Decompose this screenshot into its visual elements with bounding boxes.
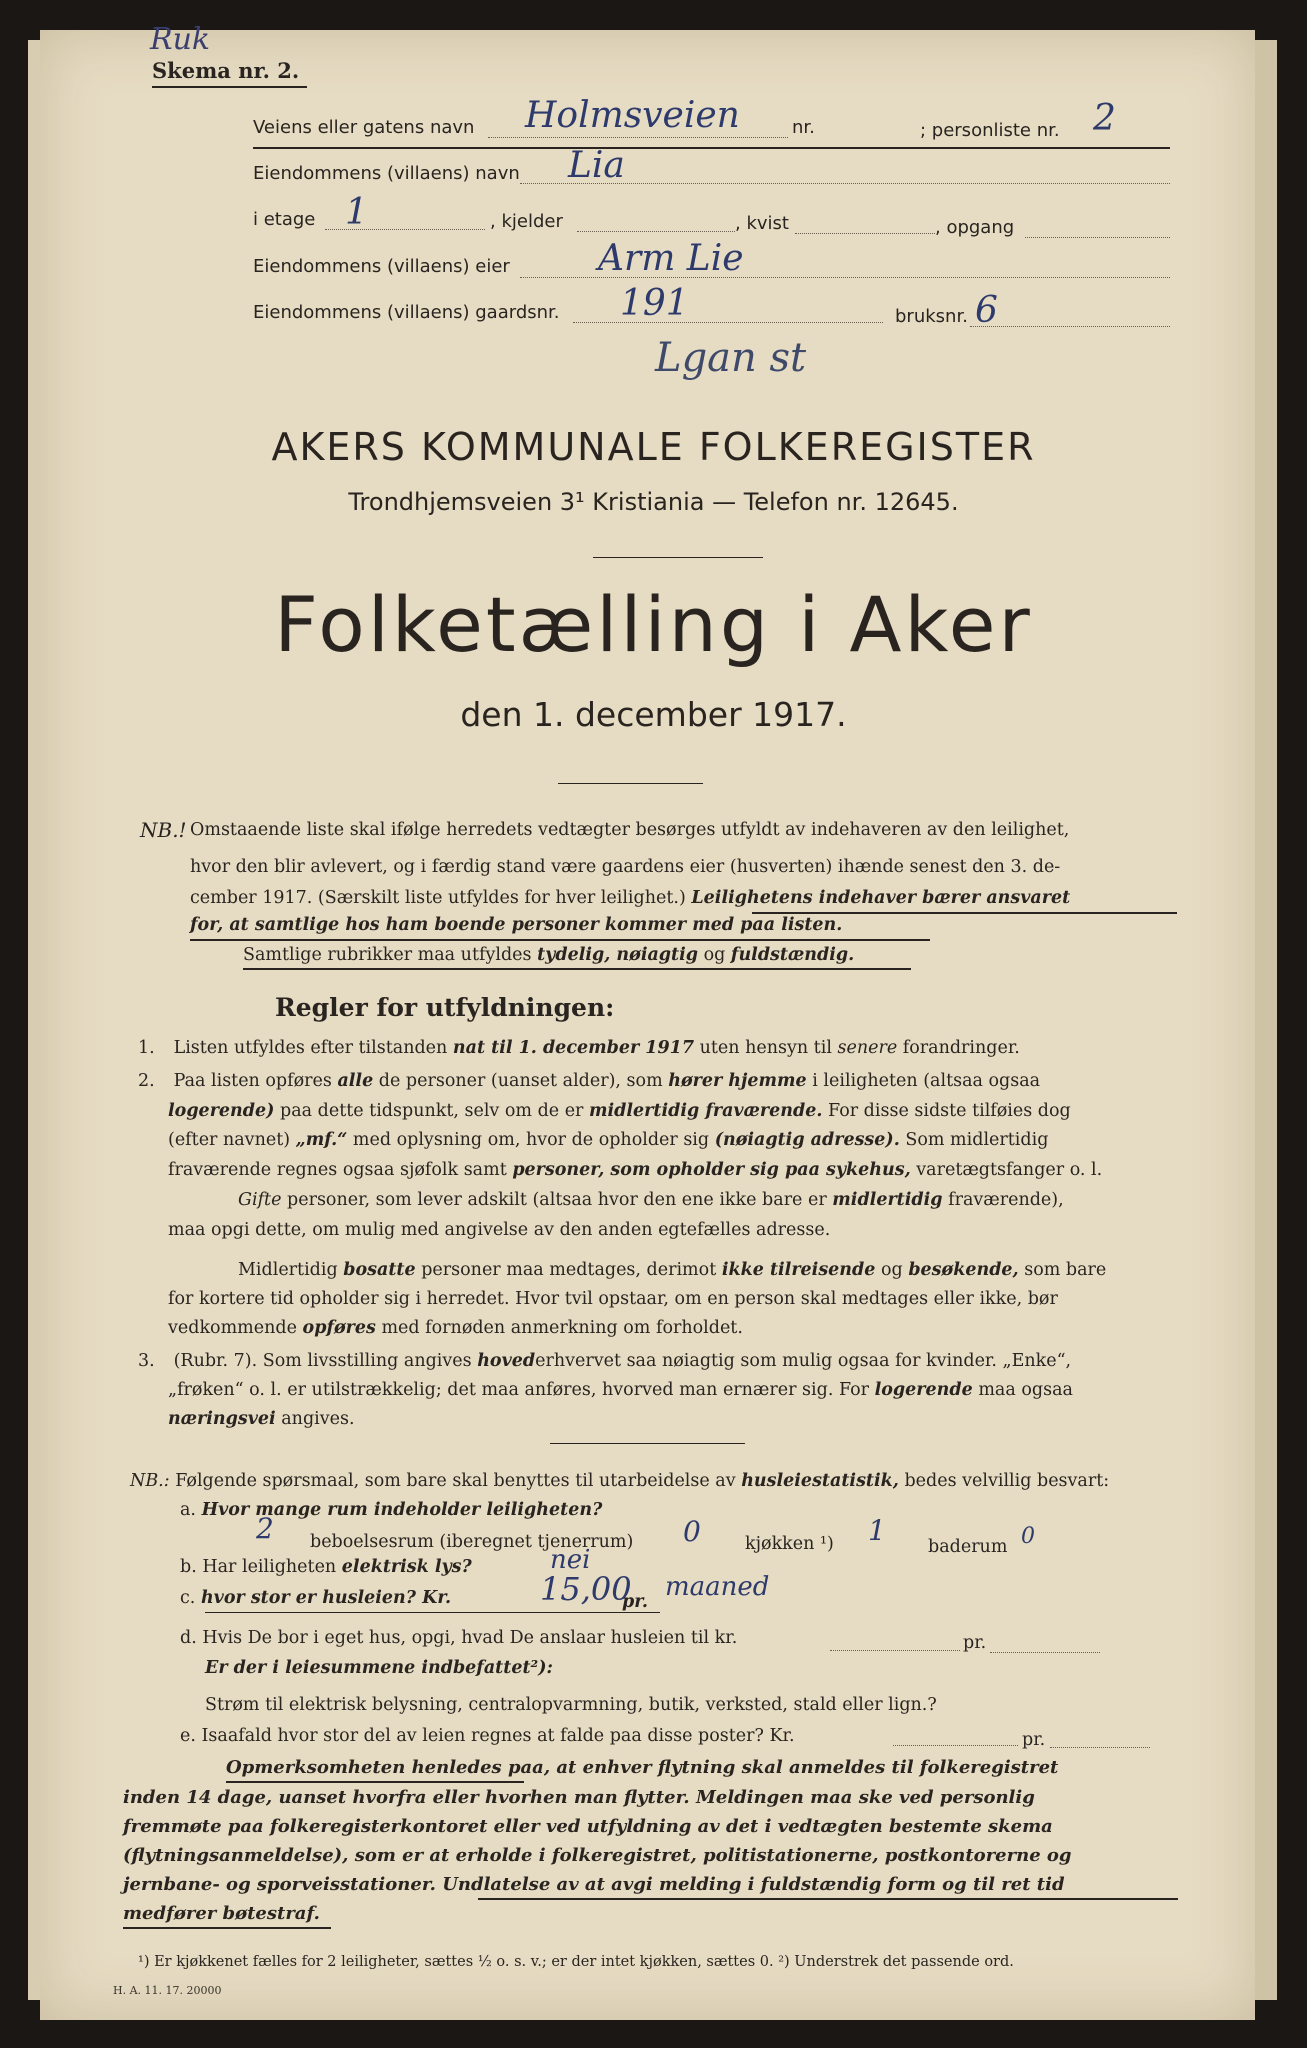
question-d-list: Strøm til elektrisk belysning, centralopvarmning, butik, verksted, stald eller lign.? (205, 1695, 937, 1715)
question-d-text: Hvis De bor i eget hus, opgi, hvad De anslaar husleien til kr. (202, 1628, 738, 1648)
question-d-pr-dots (990, 1652, 1100, 1653)
notice-line6: medfører bøtestraf. (123, 1903, 320, 1924)
owner-value: Arm Lie (598, 238, 744, 279)
owner-label: Eiendommens (villaens) eier (253, 256, 510, 277)
rent-value: 15,00 (540, 1570, 632, 1608)
bruksnr-value: 6 (975, 290, 998, 331)
notice-l5b: Undlatelse av at avgi melding i fuldstændig form og til ret tid (442, 1874, 1065, 1895)
rule-2-l1e: i leiligheten (altsaa ogsaa (812, 1071, 1041, 1091)
rule-3-l1b: hoved (477, 1351, 536, 1371)
rule-2-l7a: Midlertidig (238, 1260, 338, 1280)
rule-2-l3c: med oplysning om, hvor de opholder sig (352, 1130, 710, 1150)
nb2-intro-b: husleiestatistik, (741, 1471, 899, 1491)
rule-2-line1 (138, 1066, 1040, 1096)
nb1-line2: hvor den blir avlevert, og i færdig stand være gaardens eier (husverten) ihænde senest den 3. de- (190, 857, 1061, 877)
question-d (180, 1623, 737, 1653)
nb2-intro-a: Følgende spørsmaal, som bare skal benyttes til utarbeidelse av (175, 1471, 736, 1491)
question-d-pr: pr. (963, 1633, 987, 1653)
rule-2-l9b: opføres (302, 1318, 376, 1338)
nb1-line3a: cember 1917. (Særskilt liste utfyldes for hver leilighet.) (190, 888, 686, 908)
rule-2-line2 (168, 1096, 1071, 1126)
rule-2-l7d: ikke tilreisende (721, 1260, 876, 1280)
etage-value: 1 (345, 192, 368, 233)
kitchen-label: kjøkken ¹) (745, 1534, 834, 1554)
street-label: Veiens eller gatens navn (253, 117, 475, 138)
etage-dots (325, 229, 485, 230)
nb1-label: NB.! (140, 818, 187, 842)
schema-number: Skema nr. 2. (152, 58, 300, 83)
nb1-line5b: tydelig, nøiagtig (537, 945, 699, 965)
nb1-line1: Omstaaende liste skal ifølge herredets vedtægter besørges utfyldt av indehaveren av den leilighet, (190, 820, 1070, 840)
rule-2-line8: for kortere tid opholder sig i herredet. Hvor tvil opstaar, om en person skal medtages eller ikke, bør (168, 1289, 1058, 1309)
rooms-label: beboelsesrum (iberegnet tjenerrum) (310, 1532, 634, 1552)
bath-label: baderum (928, 1537, 1008, 1557)
rule-2-l4b: personer, som opholder sig paa sykehus, (512, 1160, 911, 1180)
question-e (180, 1721, 795, 1751)
bruksnr-dots (970, 326, 1170, 327)
question-b-text-b: elektrisk lys? (341, 1557, 472, 1577)
rule-2-l7f: besøkende, (908, 1260, 1019, 1280)
bath-value: 0 (1021, 1524, 1035, 1549)
question-d-sub: Er der i leiesummene indbefattet²): (205, 1658, 553, 1678)
rule-3-l3b: angives. (281, 1409, 355, 1429)
property-name-value: Lia (568, 145, 625, 186)
opgang-label: , opgang (935, 217, 1015, 238)
nb1-line5c: og (703, 945, 726, 965)
rules-heading: Regler for utfyldningen: (275, 993, 615, 1022)
organization-address: Trondhjemsveien 3¹ Kristiania — Telefon nr. 12645. (348, 488, 959, 516)
owner-dots (520, 277, 1170, 278)
census-date: den 1. december 1917. (460, 695, 847, 734)
rule-2-l7e: og (880, 1260, 903, 1280)
rule-3-line3 (168, 1404, 355, 1434)
property-name-dots (520, 183, 1170, 184)
question-e-text: Isaafald hvor stor del av leien regnes at falde paa disse poster? Kr. (201, 1726, 795, 1746)
question-a-text: Hvor mange rum indeholder leiligheten? (201, 1500, 603, 1520)
rule-2-l3d: (nøiagtig adresse). (714, 1130, 900, 1150)
question-c-underline (205, 1612, 660, 1613)
gaardsnr-value: 191 (620, 283, 689, 324)
corner-scribble: Ruk (150, 22, 211, 57)
personliste-label: ; personliste nr. (920, 120, 1060, 141)
title-divider-top (593, 557, 763, 558)
etage-label: i etage (253, 209, 316, 230)
rule-1-num: 1. (138, 1038, 155, 1058)
rule-2-l5b: personer, som lever adskilt (altsaa hvor den ene ikke bare er (287, 1190, 827, 1210)
notice-line5 (123, 1870, 1065, 1900)
kjelder-label: , kjelder (490, 211, 563, 232)
rule-1b: nat til 1. december 1917 (452, 1038, 695, 1058)
rule-1a: Listen utfyldes efter tilstanden (173, 1038, 448, 1058)
nb2-intro (130, 1466, 1109, 1496)
rule-3-line2 (168, 1375, 1073, 1405)
rule-2-l2a: logerende) (168, 1101, 275, 1121)
notice-line2: inden 14 dage, uanset hvorfra eller hvorhen man flytter. Meldingen maa ske ved personlig (123, 1787, 1035, 1808)
nb1-line5-underline (243, 968, 911, 970)
main-title: Folketælling i Aker (274, 580, 1033, 669)
kvist-label: , kvist (735, 213, 789, 234)
rule-3-line1 (138, 1346, 1071, 1376)
question-a (180, 1495, 602, 1525)
rule-2-line4 (168, 1155, 1102, 1185)
rule-3-l1a: (Rubr. 7). Som livsstilling angives (173, 1351, 472, 1371)
notice-line3: fremmøte paa folkeregisterkontoret eller ved utfyldning av det i vedtægten bestemte skema (123, 1816, 1053, 1837)
rule-2-l4c: varetægtsfanger o. l. (916, 1160, 1103, 1180)
rule-2-line7 (238, 1255, 1106, 1285)
rule-2-l5a: Gifte (238, 1190, 282, 1210)
question-e-dots (893, 1745, 1018, 1746)
rule-2-line3 (168, 1125, 1048, 1155)
notice-l1b: paa, at enhver flytning skal anmeldes til folkeregistret (507, 1757, 1059, 1778)
notice-line6-underline (123, 1927, 331, 1929)
rule-1d: senere (837, 1038, 898, 1058)
question-b-text-a: Har leiligheten (202, 1557, 337, 1577)
question-c-text: hvor stor er husleien? Kr. (200, 1588, 452, 1608)
print-mark: H. A. 11. 17. 20000 (113, 1984, 222, 1997)
nb1-line5 (243, 940, 854, 970)
notice-line1 (226, 1753, 1058, 1783)
question-c (180, 1583, 451, 1613)
nb2-intro-c: bedes velvillig besvart: (904, 1471, 1110, 1491)
question-e-pr: pr. (1022, 1730, 1046, 1750)
rule-2-l1a: Paa listen opføres (173, 1071, 332, 1091)
notice-l5a: jernbane- og sporveisstationer. (123, 1874, 436, 1895)
rule-2-line5 (238, 1185, 1064, 1215)
nb1-line4: for, at samtlige hos ham boende personer kommer med paa listen. (190, 915, 843, 935)
rule-2-l2d: For disse sidste tilføies dog (828, 1101, 1071, 1121)
street-line-underline (253, 147, 1170, 149)
footnote: ¹) Er kjøkkenet fælles for 2 leiligheter, sættes ½ o. s. v.; er der intet kjøkken, sættes 0. ²) Understrek det passende ord. (138, 1954, 1014, 1970)
paper-right-edge (1255, 40, 1277, 2000)
title-divider-bottom (558, 783, 703, 784)
rule-2-l7g: som bare (1024, 1260, 1107, 1280)
rule-2-l5c: midlertidig (832, 1190, 943, 1210)
extra-note: Lgan st (655, 335, 807, 381)
nb1-line5a: Samtlige rubrikker maa utfyldes (243, 945, 532, 965)
gaardsnr-dots (573, 322, 883, 323)
rule-2-l1d: hører hjemme (668, 1071, 807, 1091)
rule-3-l1c: erhvervet saa nøiagtig som mulig ogsaa for kvinder. „Enke“, (535, 1351, 1072, 1371)
gaardsnr-label: Eiendommens (villaens) gaardsnr. (253, 302, 560, 323)
rule-2-l9c: med fornøden anmerkning om forholdet. (381, 1318, 743, 1338)
rules-divider (550, 1443, 745, 1444)
rule-3-l2a: „frøken“ o. l. er utilstrækkelig; det maa anføres, hvorved man ernærer sig. For (168, 1380, 870, 1400)
question-e-label: e. (180, 1726, 196, 1746)
rule-2-l9a: vedkommende (168, 1318, 297, 1338)
question-c-label: c. (180, 1588, 196, 1608)
personliste-value: 2 (1093, 98, 1116, 139)
street-dots (488, 137, 788, 138)
question-b (180, 1552, 472, 1582)
rule-2-l3e: Som midlertidig (905, 1130, 1049, 1150)
nr-label: nr. (792, 117, 815, 138)
rent-period: maaned (665, 1572, 770, 1602)
kvist-dots (795, 233, 935, 234)
notice-line4: (flytningsanmeldelse), som er at erholde i folkeregistret, politistationerne, postkontorerne og (123, 1845, 1072, 1866)
question-a-label: a. (180, 1500, 196, 1520)
rule-1e: forandringer. (902, 1038, 1020, 1058)
kjelder-dots (577, 231, 735, 232)
rule-1c: uten hensyn til (699, 1038, 832, 1058)
property-name-label: Eiendommens (villaens) navn (253, 163, 520, 184)
nb1-line5d: fuldstændig. (730, 945, 855, 965)
rule-3-l2c: maa ogsaa (978, 1380, 1073, 1400)
bruksnr-label: bruksnr. (895, 306, 968, 327)
question-e-pr-dots (1050, 1747, 1150, 1748)
rule-2-l4a: fraværende regnes ogsaa sjøfolk samt (168, 1160, 507, 1180)
rule-2-l3a: (efter navnet) (168, 1130, 291, 1150)
rule-3-l2b: logerende (874, 1380, 973, 1400)
rule-2-l7b: bosatte (343, 1260, 416, 1280)
rule-2-line6: maa opgi dette, om mulig med angivelse av den anden egtefælles adresse. (168, 1220, 831, 1240)
schema-underline (152, 86, 307, 88)
nb1-line3 (190, 883, 1070, 913)
question-d-label: d. (180, 1628, 197, 1648)
street-value: Holmsveien (525, 95, 740, 136)
kitchen-shared-value: 1 (868, 1514, 886, 1547)
rule-2-l2c: midlertidig fraværende. (589, 1101, 823, 1121)
rule-2-l1c: de personer (uanset alder), som (378, 1071, 663, 1091)
notice-l1a: Opmerksomheten henledes (226, 1757, 502, 1778)
nb1-line3b: Leilighetens indehaver bærer ansvaret (691, 888, 1071, 908)
rule-2-line9 (168, 1313, 743, 1343)
paper-left-edge (28, 40, 40, 2000)
rule-2-l1b: alle (337, 1071, 374, 1091)
rule-2-l5d: fraværende), (948, 1190, 1064, 1210)
rule-2-l7c: personer maa medtages, derimot (421, 1260, 717, 1280)
nb2-label: NB.: (130, 1471, 170, 1491)
rule-1 (138, 1033, 1020, 1063)
kitchen-value: 0 (683, 1515, 701, 1548)
electric-value: nei (550, 1545, 591, 1575)
rooms-value: 2 (256, 1512, 274, 1545)
rule-3-l3a: næringsvei (168, 1409, 276, 1429)
organization-name: AKERS KOMMUNALE FOLKEREGISTER (271, 425, 1036, 469)
question-d-dots (830, 1650, 960, 1651)
opgang-dots (1025, 237, 1170, 238)
rule-3-num: 3. (138, 1351, 155, 1371)
rule-2-l3b: „mf.“ (295, 1130, 348, 1150)
question-b-label: b. (180, 1557, 197, 1577)
rule-2-l2b: paa dette tidspunkt, selv om de er (280, 1101, 584, 1121)
notice-line5-underline (478, 1898, 1178, 1900)
rule-2-num: 2. (138, 1071, 155, 1091)
rent-pr: pr. (622, 1592, 648, 1612)
